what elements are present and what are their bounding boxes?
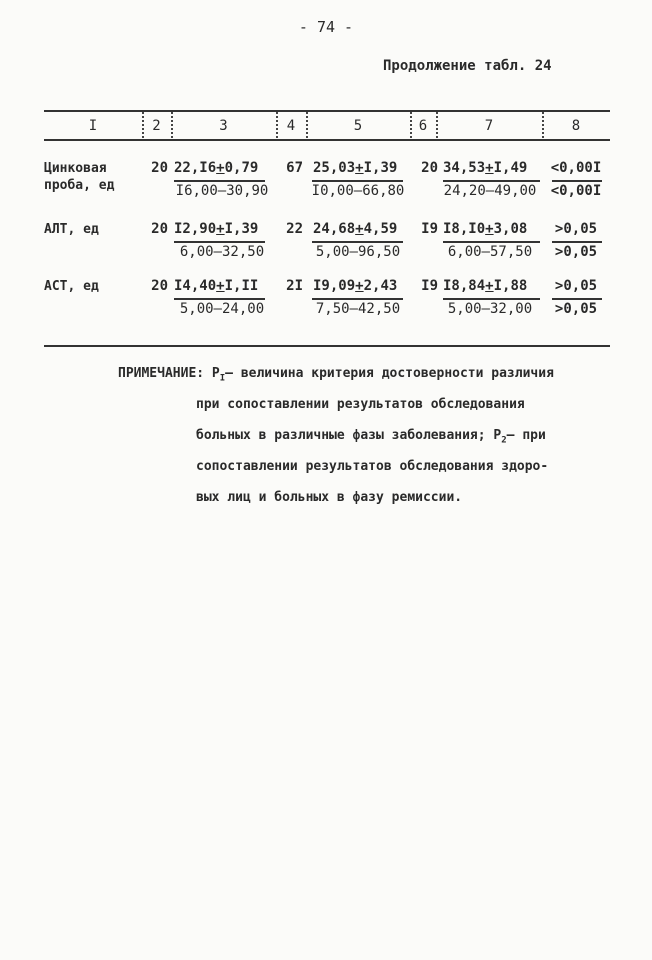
p1-value: >0,05 <box>554 278 598 294</box>
mean-error-value: 34,53+I,49 <box>443 160 528 176</box>
mean-error-value: 25,03+I,39 <box>313 160 398 176</box>
range-value: I0,00–66,80 <box>311 183 405 199</box>
range-value: 6,00–57,50 <box>447 244 533 260</box>
p2-value: >0,05 <box>554 301 598 317</box>
fraction-bar <box>552 241 602 243</box>
row-label: Цинковая проба, ед <box>44 161 115 193</box>
note-line: при сопоставлении результатов обследования <box>196 397 525 412</box>
n-value: 2I <box>286 278 303 294</box>
fraction-bar <box>312 298 403 300</box>
range-value: I6,00–30,90 <box>175 183 269 199</box>
n-value: 67 <box>286 160 303 176</box>
note-line: вых лиц и больных в фазу ремиссии. <box>196 490 463 505</box>
mean-error-value: I2,90+I,39 <box>174 221 259 237</box>
fraction-bar <box>174 241 265 243</box>
row-label: АЛТ, ед <box>44 222 99 237</box>
column-header-3: 3 <box>219 118 228 134</box>
note-label: ПРИМЕЧАНИЕ: <box>118 366 205 381</box>
fraction-bar <box>443 241 540 243</box>
table-header-rule <box>44 139 610 141</box>
n-value: I9 <box>421 278 438 294</box>
column-header-5: 5 <box>353 118 363 134</box>
column-header-6: 6 <box>418 118 428 134</box>
mean-error-value: 24,68+4,59 <box>313 221 398 237</box>
note-line: больных в различные фазы заболевания; $P_2-$ при <box>196 428 546 446</box>
fraction-bar <box>174 298 265 300</box>
fraction-bar <box>443 180 540 182</box>
fraction-bar <box>312 180 403 182</box>
mean-error-value: I8,84+I,88 <box>443 278 528 294</box>
range-value: 6,00–32,50 <box>179 244 265 260</box>
column-header-7: 7 <box>484 118 494 134</box>
p1-value: <0,00I <box>550 160 602 176</box>
page-number: - 74 - <box>298 18 354 36</box>
table-continuation-caption: Продолжение табл. 24 <box>383 58 552 74</box>
range-value: 24,20–49,00 <box>443 183 537 199</box>
range-value: 7,50–42,50 <box>315 301 401 317</box>
range-value: 5,00–96,50 <box>315 244 401 260</box>
p2-value: >0,05 <box>554 244 598 260</box>
row-label: АСТ, ед <box>44 279 99 294</box>
p1-value: >0,05 <box>554 221 598 237</box>
mean-error-value: 22,I6+0,79 <box>174 160 259 176</box>
note-line: сопоставлении результатов обследования здоро- <box>196 459 549 474</box>
n-value: 20 <box>421 160 438 176</box>
n-value: 22 <box>286 221 303 237</box>
fraction-bar <box>552 180 602 182</box>
mean-error-value: I8,I0+3,08 <box>443 221 528 237</box>
mean-error-value: I9,09+2,43 <box>313 278 398 294</box>
range-value: 5,00–32,00 <box>447 301 533 317</box>
fraction-bar <box>174 180 265 182</box>
note-first-line: ПРИМЕЧАНИЕ: $P_I-$ величина критерия достоверности различия <box>118 366 554 384</box>
range-value: 5,00–24,00 <box>179 301 265 317</box>
column-header-8: 8 <box>571 118 581 134</box>
n-value: 20 <box>151 278 168 294</box>
mean-error-value: I4,40+I,II <box>174 278 259 294</box>
column-header-1: I <box>88 118 98 134</box>
fraction-bar <box>552 298 602 300</box>
n-value: 20 <box>151 160 168 176</box>
column-header-4: 4 <box>286 118 296 134</box>
column-header-2: 2 <box>152 118 161 134</box>
fraction-bar <box>312 241 403 243</box>
n-value: 20 <box>151 221 168 237</box>
table-top-rule <box>44 110 610 112</box>
p2-value: <0,00I <box>550 183 602 199</box>
fraction-bar <box>443 298 540 300</box>
table-bottom-rule <box>44 345 610 347</box>
n-value: I9 <box>421 221 438 237</box>
